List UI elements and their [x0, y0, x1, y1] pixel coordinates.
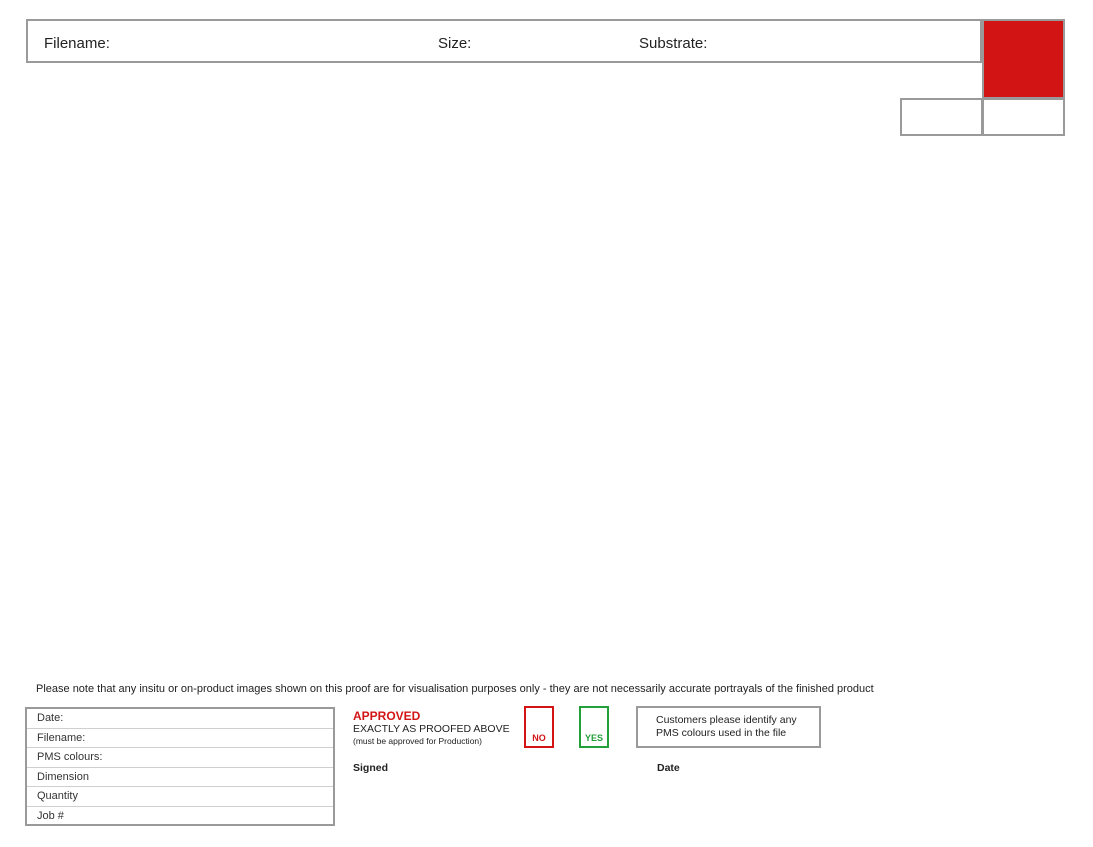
- header-bar: [26, 19, 982, 63]
- approved-subtitle: EXACTLY AS PROOFED ABOVE: [353, 723, 510, 735]
- info-row-filename: Filename:: [27, 729, 333, 749]
- approval-no-checkbox[interactable]: [524, 706, 554, 748]
- header-substrate-label: Substrate:: [639, 35, 708, 52]
- color-swatch-empty-2: [982, 98, 1065, 136]
- color-swatch-empty-1: [900, 98, 983, 136]
- approved-note: (must be approved for Production): [353, 736, 482, 746]
- pms-note-line1: Customers please identify any: [656, 714, 797, 726]
- approval-yes-checkbox[interactable]: [579, 706, 609, 748]
- color-swatch-red: [982, 19, 1065, 99]
- signed-label: Signed: [353, 762, 389, 774]
- info-row-dimension: Dimension: [27, 768, 333, 788]
- info-row-job-number: Job #: [37, 809, 64, 822]
- info-row-quantity: Quantity: [27, 787, 333, 807]
- header-filename-label: Filename:: [44, 35, 110, 52]
- date-label: Date: [657, 762, 680, 774]
- job-info-table: [25, 707, 335, 826]
- approved-title: APPROVED: [353, 709, 421, 723]
- approval-no-label: NO: [532, 733, 546, 743]
- info-row-pms-colours: PMS colours:: [27, 748, 333, 768]
- info-row-date: Date:: [27, 709, 333, 729]
- header-size-label: Size:: [438, 35, 472, 52]
- pms-note-line2: PMS colours used in the file: [656, 727, 787, 739]
- pms-note-box: [636, 706, 821, 748]
- disclaimer-text: Please note that any insitu or on-product images shown on this proof are for visualisation purposes only - they are not necessarily accurate portrayals of the finished product: [36, 683, 874, 695]
- approval-yes-label: YES: [584, 733, 603, 743]
